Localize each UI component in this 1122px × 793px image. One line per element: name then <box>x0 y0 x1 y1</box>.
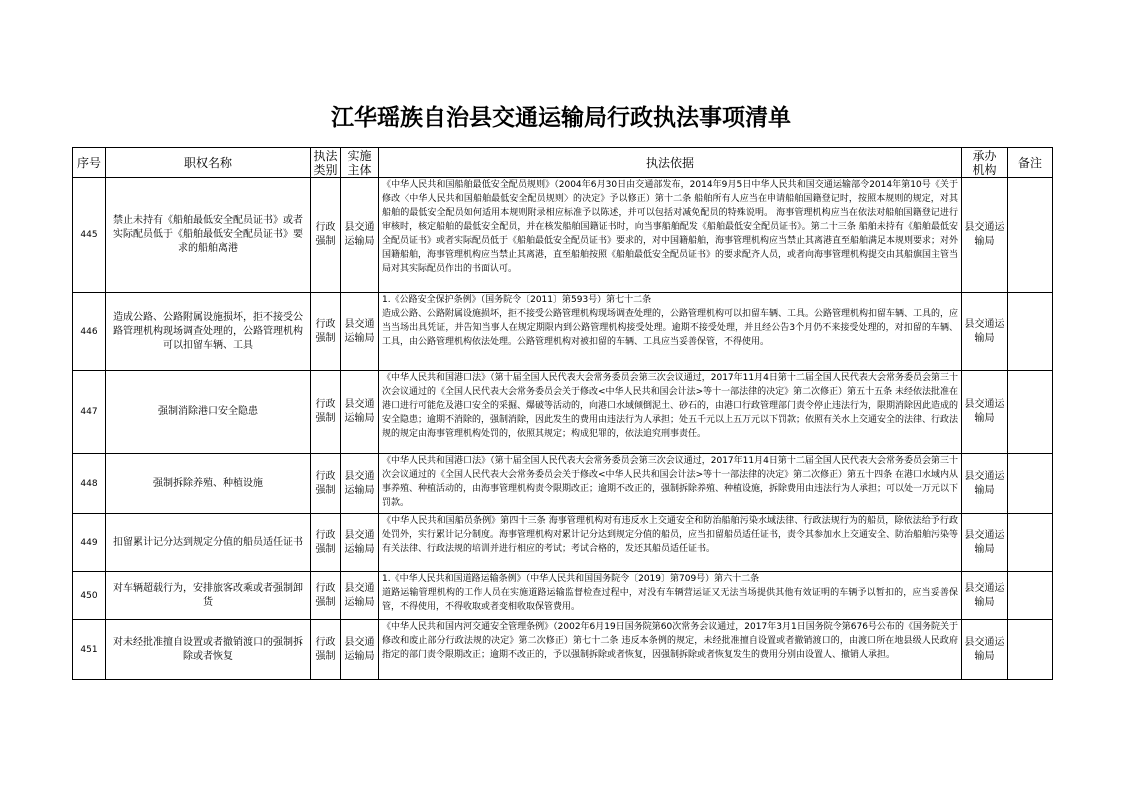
basis-paragraph: 《中华人民共和国船舶最低安全配员规则》（2004年6月30日由交通部发布，2014年9月5日中华人民共和国交通运输部令2014年第10号《关于修改〈中华人民共和国船舶最低安全配员规则〉的决定》予以修正）第十二条 船舶所有人应当在申请船舶国籍登记时，按照本规则的规定，对其船舶的最低安全配员如何适用本规则附录相应标准予以陈述，并可以包括对减免配员的特殊说明。 海事管理机构应当在依法对船舶国籍登记进行审核时，核定船舶的最低安全配员，并在核发船舶国籍证书时，向当事船舶配发《船舶最低安全配员证书》。第二十三条 船舶未持有《船舶最低安全配员证书》或者实际配员低于《船舶最低安全配员证书》要求的，对中国籍船舶，海事管理机构应当禁止其离港直至船舶满足本规则要求；对外国籍船舶，海事管理机构应当禁止其离港，直至船舶按照《船舶最低安全配员证书》的要求配齐人员，或者向海事管理机构提交由其船旗国主管当局对其实际配员作出的书面认可。 <box>382 180 959 274</box>
enforcement-table <box>72 147 1053 680</box>
header-subject: 实施主体 <box>341 148 379 178</box>
table-row <box>73 293 1053 371</box>
implementing-subject: 县交通运输局 <box>341 514 379 572</box>
enforcement-type: 行政强制 <box>311 454 341 514</box>
power-name: 造成公路、公路附属设施损坏，拒不接受公路管理机构现场调查处理的，公路管理机构可以扣留车辆、工具 <box>106 293 311 371</box>
power-name: 强制拆除养殖、种植设施 <box>106 454 311 514</box>
basis-paragraph: 造成公路、公路附属设施损坏，拒不接受公路管理机构现场调查处理的，公路管理机构可以扣留车辆、工具。公路管理机构扣留车辆、工具的，应当当场出具凭证，并告知当事人在规定期限内到公路管理机构接受处理。逾期不接受处理，并且经公告3个月仍不来接受处理的，对扣留的车辆、工具，由公路管理机构依法处理。公路管理机构对被扣留的车辆、工具应当妥善保管，不得使用。 <box>382 309 959 347</box>
header-name: 职权名称 <box>106 148 311 178</box>
implementing-subject: 县交通运输局 <box>341 620 379 680</box>
remarks <box>1008 371 1053 454</box>
row-number: 447 <box>73 371 106 454</box>
basis-paragraph: 1.《中华人民共和国道路运输条例》（中华人民共和国国务院令〔2019〕第709号）第六十二条 <box>382 574 760 584</box>
basis-paragraph: 《中华人民共和国港口法》（第十届全国人民代表大会常务委员会第三次会议通过，2017年11月4日第十二届全国人民代表大会常务委员会第三十次会议通过的《全国人民代表大会常务委员会关于修改<中华人民共和国会计法>等十一部法律的决定》第二次修正）第五十五条 未经依法批准在港口进行可能危及港口安全的采掘、爆破等活动的，向港口水域倾倒泥土、砂石的，由港口行政管理部门责令停止违法行为，限期消除因此造成的安全隐患；逾期不消除的，强制消除，因此发生的费用由违法行为人承担；处五千元以上五万元以下罚款；依照有关水上交通安全的法律、行政法规的规定由海事管理机构处罚的，依照其规定；构成犯罪的，依法追究刑事责任。 <box>382 373 959 439</box>
row-number: 449 <box>73 514 106 572</box>
header-row <box>73 148 1053 178</box>
implementing-subject: 县交通运输局 <box>341 454 379 514</box>
table-row <box>73 514 1053 572</box>
enforcement-type: 行政强制 <box>311 514 341 572</box>
document-title: 江华瑶族自治县交通运输局行政执法事项清单 <box>331 104 791 131</box>
basis-paragraph: 道路运输管理机构的工作人员在实施道路运输监督检查过程中，对没有车辆营运证又无法当场提供其他有效证明的车辆予以暂扣的，应当妥善保管，不得使用，不得收取或者变相收取保管费用。 <box>382 588 958 612</box>
implementing-subject: 县交通运输局 <box>341 371 379 454</box>
legal-basis <box>379 371 962 454</box>
legal-basis <box>379 572 962 620</box>
handling-unit: 县交通运输局 <box>962 572 1008 620</box>
power-name: 禁止未持有《船舶最低安全配员证书》或者实际配员低于《船舶最低安全配员证书》要求的船舶离港 <box>106 178 311 293</box>
legal-basis <box>379 293 962 371</box>
table-row <box>73 620 1053 680</box>
header-type: 执法类别 <box>311 148 341 178</box>
row-number: 445 <box>73 178 106 293</box>
basis-paragraph: 1.《公路安全保护条例》（国务院令〔2011〕第593号）第七十二条 <box>382 295 652 305</box>
row-number: 450 <box>73 572 106 620</box>
basis-paragraph: 《中华人民共和国港口法》（第十届全国人民代表大会常务委员会第三次会议通过，2017年11月4日第十二届全国人民代表大会常务委员会第三十次会议通过的《全国人民代表大会常务委员会关于修改<中华人民共和国会计法>等十一部法律的决定》第二次修正）第五十四条 在港口水域内从事养殖、种植活动的，由海事管理机构责令限期改正；逾期不改正的，强制拆除养殖、种植设施，拆除费用由违法行为人承担；可以处一万元以下罚款。 <box>382 456 959 508</box>
handling-unit: 县交通运输局 <box>962 620 1008 680</box>
header-basis: 执法依据 <box>379 148 962 178</box>
table-row <box>73 572 1053 620</box>
legal-basis <box>379 620 962 680</box>
power-name: 对未经批准擅自设置或者撤销渡口的强制拆除或者恢复 <box>106 620 311 680</box>
handling-unit: 县交通运输局 <box>962 454 1008 514</box>
enforcement-type: 行政强制 <box>311 572 341 620</box>
enforcement-type: 行政强制 <box>311 293 341 371</box>
implementing-subject: 县交通运输局 <box>341 293 379 371</box>
row-number: 446 <box>73 293 106 371</box>
header-no: 序号 <box>73 148 106 178</box>
handling-unit: 县交通运输局 <box>962 371 1008 454</box>
remarks <box>1008 178 1053 293</box>
basis-paragraph: 《中华人民共和国船员条例》第四十三条 海事管理机构对有违反水上交通安全和防治船舶污染水域法律、行政法规行为的船员，除依法给予行政处罚外，实行累计记分制度。海事管理机构对累计记分达到规定分值的船员，应当扣留船员适任证书，责令其参加水上交通安全、防治船舶污染等有关法律、行政法规的培训并进行相应的考试；考试合格的，发还其船员适任证书。 <box>382 516 959 554</box>
basis-paragraph: 《中华人民共和国内河交通安全管理条例》（2002年6月19日国务院第60次常务会议通过，2017年3月1日国务院令第676号公布的《国务院关于修改和废止部分行政法规的决定》第二次修正）第七十二条 违反本条例的规定，未经批准擅自设置或者撤销渡口的，由渡口所在地县级人民政府指定的部门责令限期改正；逾期不改正的，予以强制拆除或者恢复，因强制拆除或者恢复发生的费用分别由设置人、撤销人承担。 <box>382 622 958 660</box>
row-number: 448 <box>73 454 106 514</box>
header-note: 备注 <box>1008 148 1053 178</box>
remarks <box>1008 620 1053 680</box>
handling-unit: 县交通运输局 <box>962 514 1008 572</box>
power-name: 强制消除港口安全隐患 <box>106 371 311 454</box>
remarks <box>1008 454 1053 514</box>
power-name: 扣留累计记分达到规定分值的船员适任证书 <box>106 514 311 572</box>
implementing-subject: 县交通运输局 <box>341 572 379 620</box>
table-row <box>73 371 1053 454</box>
enforcement-type: 行政强制 <box>311 371 341 454</box>
header-unit: 承办机构 <box>962 148 1008 178</box>
power-name: 对车辆超载行为，安排旅客改乘或者强制卸货 <box>106 572 311 620</box>
row-number: 451 <box>73 620 106 680</box>
remarks <box>1008 572 1053 620</box>
implementing-subject: 县交通运输局 <box>341 178 379 293</box>
remarks <box>1008 293 1053 371</box>
enforcement-type: 行政强制 <box>311 178 341 293</box>
handling-unit: 县交通运输局 <box>962 178 1008 293</box>
legal-basis <box>379 178 962 293</box>
table-row <box>73 454 1053 514</box>
legal-basis <box>379 514 962 572</box>
legal-basis <box>379 454 962 514</box>
enforcement-type: 行政强制 <box>311 620 341 680</box>
remarks <box>1008 514 1053 572</box>
table-row <box>73 178 1053 293</box>
handling-unit: 县交通运输局 <box>962 293 1008 371</box>
